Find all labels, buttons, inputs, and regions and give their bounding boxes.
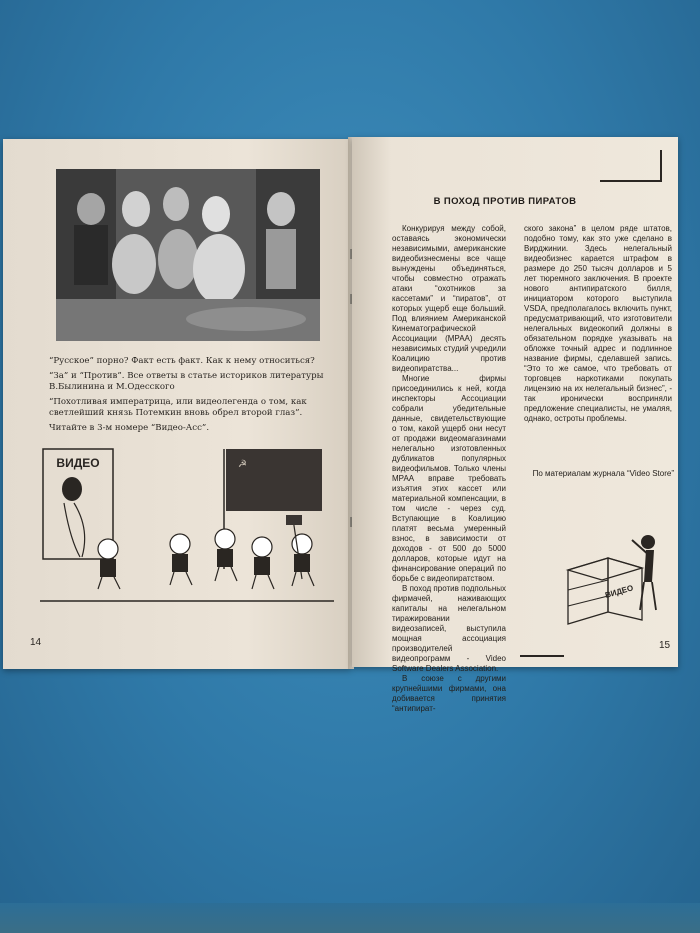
article-column-1 xyxy=(392,224,506,714)
cartoon-illustration xyxy=(40,439,334,609)
left-page xyxy=(3,139,351,669)
paragraph: ского закона” в целом ряде штатов, подобно тому, как это уже сделано в Вирджинии. Здесь нелегальный видеобизнес карается штрафом в размере до 250 тысяч долларов и 5 лет тюремного заключения. В проекте нового антипиратского билля, инициатором которого выступила VSDA, предполагалось включить пункт, предусматривающий, что изготовители нелегальных видеокопий должны в обязательном порядке указывать на обложке точный адрес и подлинное название фирмы, сделавшей запись. “Это то же самое, что требовать от торговцев наркотиками покупать лицензию на их нелегальный бизнес”, - так иронически восприняли предложение специалисты, не умаляя, однако, остроты проблемы. xyxy=(524,224,672,423)
caption-read-next: Читайте в 3-м номере “Видео-Асс”. xyxy=(49,423,210,433)
box-cartoon xyxy=(560,520,670,630)
article-source: По материалам журнала “Video Store” xyxy=(532,469,674,478)
caption-russian-porno: “Русское” порно? Факт есть факт. Как к нему относиться? xyxy=(49,356,315,366)
svg-text:☭: ☭ xyxy=(238,459,247,470)
paragraph: Конкурируя между собой, оставаясь экономически независимыми, американские видеобизнесмены все чаще вынуждены объединяться, чтобы совместно отражать атаки “охотников за кассетами” и “пиратов”, от которых ущерб еще больший. Под влиянием Американской Кинематографической Ассоциации (МРАА) десять независимых студий учредили Коалицию против видеопиратства... xyxy=(392,224,506,373)
article-column-2 xyxy=(524,224,672,424)
article-title: В ПОХОД ПРОТИВ ПИРАТОВ xyxy=(433,196,577,207)
cartoon-sign-text: ВИДЕО xyxy=(56,456,100,470)
background-floor xyxy=(0,903,700,933)
photo-figures xyxy=(56,169,320,341)
box-label: ВИДЕО xyxy=(604,583,635,600)
paragraph: В поход против подпольных фирмачей, наживающих капиталы на нелегальном тиражировании видеозаписей, выступила мощная ассоциация производителей видеопрограмм - Video Software Dealers Association. xyxy=(392,584,506,673)
paragraph: В союзе с другими крупнейшими фирмами, она добивается принятия “антипират- xyxy=(392,674,506,713)
decor-line-top xyxy=(600,180,662,182)
paragraph: Многие фирмы присоединились к ней, когда инспекторы Ассоциации собрали убедительные данные, свидетельствующие о том, какой ущерб они несут от продажи видеомагазинами нелегально изготовленных дубликатов популярных видеофильмов. Только члены МРАА вправе требовать изъятия этих кассет или материальной компенсации, в том числе - через суд. Вступающие в Коалицию платят весьма умеренный взнос, в зависимости от доходов - от 500 до 5000 долларов, которые идут на финансирование операций по борьбе с видеопиратством. xyxy=(392,374,506,583)
caption-empress: “Похотливая императрица, или видеолегенда о том, как светлейший князь Потемкин вновь обрел второй глаз”. xyxy=(49,397,307,418)
decor-line-vertical xyxy=(660,150,662,180)
page-number-left: 14 xyxy=(30,637,42,648)
page-number-right: 15 xyxy=(659,640,671,651)
film-still-photo xyxy=(56,169,320,341)
decor-line-bottom xyxy=(520,655,564,657)
caption-for-against: “За” и “Против”. Все ответы в статье историков литературы В.Былинина и М.Одесского xyxy=(49,371,324,392)
